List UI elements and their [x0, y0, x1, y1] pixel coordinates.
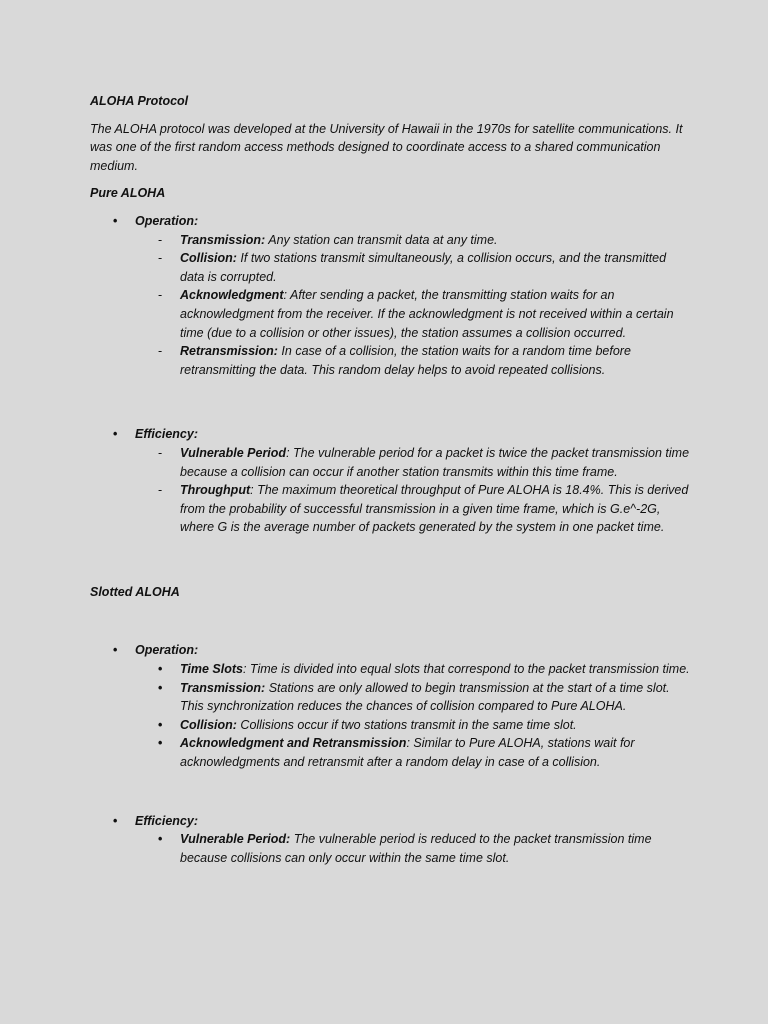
list-item	[135, 342, 690, 379]
item-text: : The maximum theoretical throughput of Pure ALOHA is 18.4%. This is derived from the probability of successful transmission in a given time frame, which is G.e^-2G, where G is the average number of packets generated by the system in one packet time.	[180, 483, 689, 535]
pure-efficiency-label: Efficiency:	[135, 427, 198, 442]
dash-bullet-icon: -	[158, 483, 163, 498]
item-term: Collision:	[180, 251, 237, 266]
item-term: Acknowledgment	[180, 288, 284, 303]
slotted-efficiency-sublist	[135, 830, 690, 867]
item-term: Retransmission:	[180, 344, 278, 359]
pure-operation-item	[90, 212, 690, 379]
item-term: Vulnerable Period:	[180, 832, 291, 847]
item-text: The vulnerable period is reduced to the packet transmission time because collisions can only occur within the same time slot.	[180, 832, 652, 865]
item-text: : Time is divided into equal slots that correspond to the packet transmission time.	[242, 662, 690, 677]
bullet-icon: •	[113, 213, 118, 228]
dot-bullet-icon: •	[158, 832, 163, 847]
pure-operation-label: Operation:	[135, 213, 199, 228]
item-text: If two stations transmit simultaneously, a collision occurs, and the transmitted data is corrupted.	[180, 251, 667, 284]
dash-bullet-icon: -	[158, 288, 163, 303]
pure-aloha-heading: Pure ALOHA	[90, 186, 166, 201]
list-item	[135, 830, 690, 867]
pure-aloha-efficiency-list	[90, 425, 690, 537]
bullet-icon: •	[113, 813, 118, 828]
item-term: Time Slots	[180, 662, 243, 677]
intro-paragraph: The ALOHA protocol was developed at the University of Hawaii in the 1970s for satellite communications. It was one of the first random access methods designed to coordinate access to a shared communication medium.	[90, 121, 683, 173]
dot-bullet-icon: •	[158, 662, 163, 677]
slotted-operation-item	[90, 641, 690, 771]
slotted-aloha-list	[90, 641, 690, 771]
list-item	[135, 734, 690, 771]
bullet-icon: •	[113, 427, 118, 442]
item-term: Vulnerable Period	[180, 445, 287, 460]
document-page	[90, 92, 690, 867]
item-text: : After sending a packet, the transmitting station waits for an acknowledgment from the receiver. If the acknowledgment is not received within a certain time (due to a collision or other issues), the station assumes a collision occurred.	[180, 288, 674, 340]
list-item	[135, 444, 690, 481]
list-item	[135, 286, 690, 342]
pure-operation-sublist	[135, 231, 690, 380]
dot-bullet-icon: •	[158, 717, 163, 732]
item-text: : Similar to Pure ALOHA, stations wait for acknowledgments and retransmit after a random delay in case of a collision.	[180, 736, 635, 770]
dash-bullet-icon: -	[158, 445, 163, 460]
dash-bullet-icon: -	[158, 251, 163, 266]
slotted-efficiency-label: Efficiency:	[135, 813, 198, 828]
item-text: Stations are only allowed to begin transmission at the start of a time slot. This synchronization reduces the chances of collision compared to Pure ALOHA.	[180, 680, 670, 714]
item-text: In case of a collision, the station waits for a random time before retransmitting the data. This random delay helps to avoid repeated collisions.	[180, 344, 631, 377]
dash-bullet-icon: -	[158, 232, 163, 247]
list-item	[135, 231, 690, 250]
document-title: ALOHA Protocol	[90, 94, 189, 108]
dot-bullet-icon: •	[158, 736, 163, 751]
list-item	[135, 481, 690, 537]
list-item	[135, 679, 690, 716]
slotted-efficiency-item	[90, 812, 690, 868]
bullet-icon: •	[113, 643, 118, 658]
item-term: Collision:	[180, 717, 237, 732]
pure-efficiency-sublist	[135, 444, 690, 537]
slotted-aloha-heading: Slotted ALOHA	[90, 584, 180, 599]
item-term: Throughput	[180, 483, 251, 498]
slotted-operation-sublist	[135, 660, 690, 772]
slotted-aloha-efficiency-list	[90, 812, 690, 868]
list-item	[135, 716, 690, 735]
item-term: Transmission:	[180, 232, 266, 247]
dash-bullet-icon: -	[158, 344, 163, 359]
dot-bullet-icon: •	[158, 680, 163, 695]
item-term: Transmission:	[180, 680, 266, 695]
pure-aloha-list	[90, 212, 690, 379]
item-term: Acknowledgment and Retransmission	[180, 736, 407, 751]
slotted-operation-label: Operation:	[135, 643, 199, 658]
list-item	[135, 249, 690, 286]
item-text: Collisions occur if two stations transmit in the same time slot.	[236, 717, 577, 732]
item-text: Any station can transmit data at any time.	[265, 232, 498, 247]
item-text: : The vulnerable period for a packet is twice the packet transmission time because a collision can occur if another station transmits within this time frame.	[180, 445, 690, 479]
pure-efficiency-item	[90, 425, 690, 537]
list-item	[135, 660, 690, 679]
